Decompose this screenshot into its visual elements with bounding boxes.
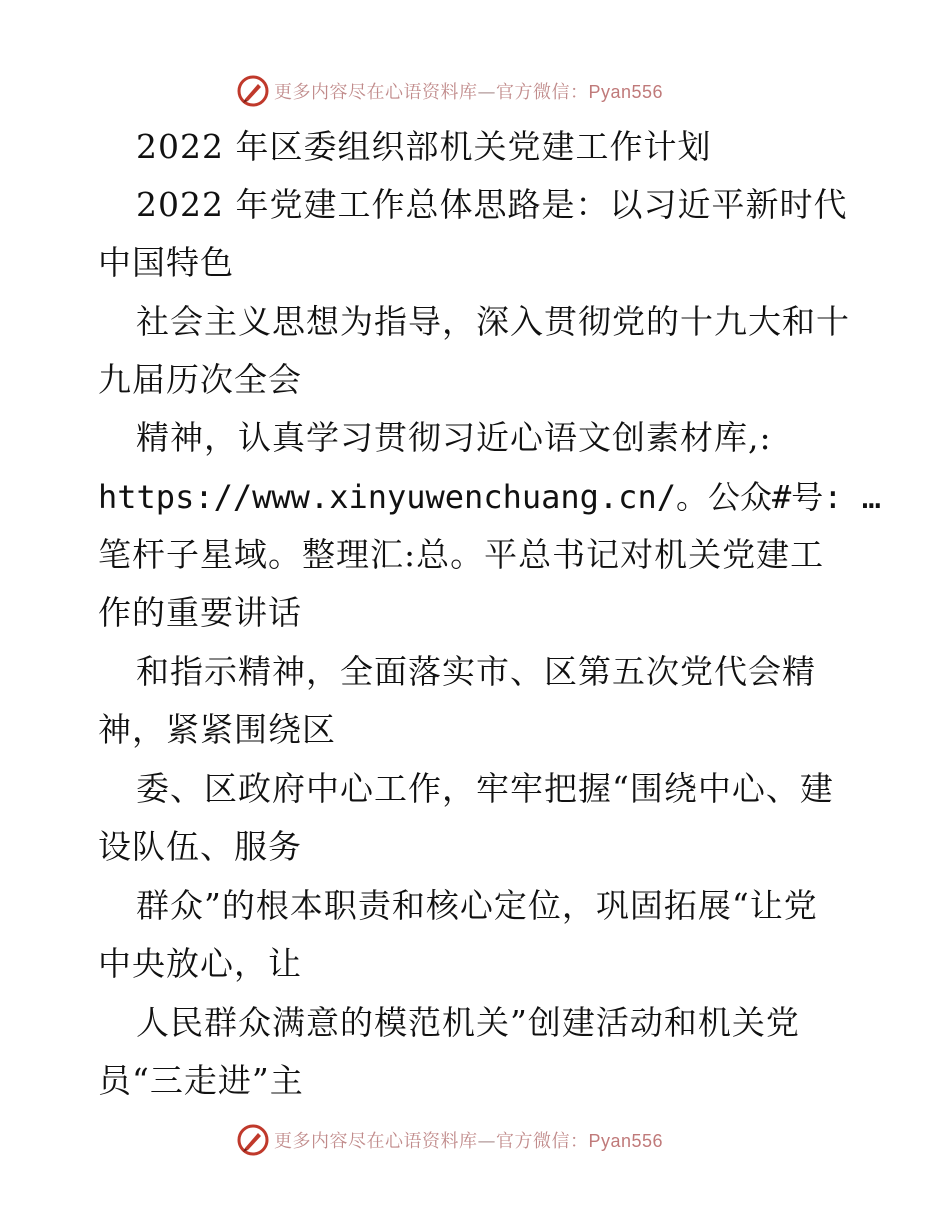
- paragraph-line: 设队伍、服务: [98, 827, 302, 866]
- paragraph-line: 精神，认真学习贯彻习近心语文创素材库,:: [136, 418, 772, 457]
- paragraph-line: 九届历次全会: [98, 360, 302, 399]
- watermark-text: 更多内容尽在心语资料库—官方微信：Pyan556: [274, 1131, 664, 1152]
- pen-logo-icon: [236, 74, 270, 108]
- paragraph-line: 和指示精神，全面落实市、区第五次党代会精: [136, 652, 816, 691]
- paragraph-line: 中国特色: [98, 243, 234, 282]
- paragraph-line: 社会主义思想为指导，深入贯彻党的十九大和十: [136, 302, 850, 341]
- document-title: 2022 年区委组织部机关党建工作计划: [136, 127, 712, 166]
- paragraph-line: 委、区政府中心工作，牢牢把握“围绕中心、建: [136, 769, 834, 808]
- paragraph-line: 群众”的根本职责和核心定位，巩固拓展“让党: [136, 886, 818, 925]
- paragraph-line-url: https://www.xinyuwenchuang.cn/。公众#号: …: [98, 478, 882, 516]
- paragraph-line: 作的重要讲话: [98, 593, 302, 632]
- paragraph-line: 中央放心，让: [98, 944, 302, 983]
- paragraph-line: 员“三走进”主: [98, 1061, 304, 1100]
- paragraph-line: 笔杆子星域。整理汇:总。平总书记对机关党建工: [98, 535, 825, 574]
- pen-logo-icon: [236, 1123, 270, 1157]
- header-watermark: [236, 73, 663, 109]
- paragraph-line: 人民群众满意的模范机关”创建活动和机关党: [136, 1003, 800, 1042]
- paragraph-line: 2022 年党建工作总体思路是：以习近平新时代: [136, 185, 848, 224]
- watermark-text: 更多内容尽在心语资料库—官方微信：Pyan556: [274, 82, 664, 103]
- paragraph-line: 神，紧紧围绕区: [98, 710, 336, 749]
- footer-watermark: [236, 1122, 663, 1158]
